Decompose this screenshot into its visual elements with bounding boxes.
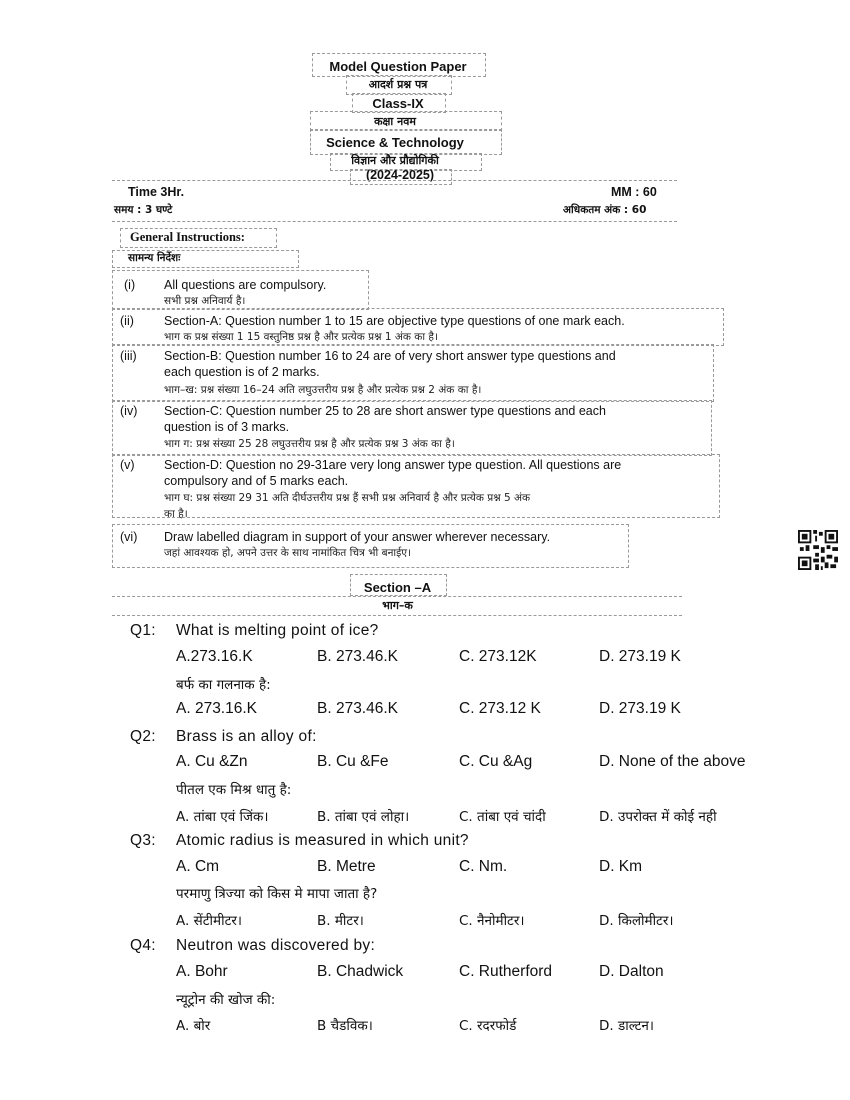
option-c-hindi: C. 273.12 K — [459, 700, 541, 717]
question-text: Neutron was discovered by: — [176, 937, 376, 954]
option-a: A. Bohr — [176, 963, 228, 980]
question-text: What is melting point of ice? — [176, 622, 379, 639]
option-b: B. Metre — [317, 858, 376, 875]
option-d: D. 273.19 K — [599, 648, 681, 665]
max-marks-label-hindi: अधिकतम अंक : 60 — [563, 204, 647, 216]
instruction-text: Section-A: Question number 1 to 15 are objective type questions of one mark each. — [164, 314, 625, 328]
time-label-hindi: समय : 3 घण्टे — [114, 204, 173, 216]
question-number: Q1: — [130, 622, 156, 639]
instruction-text-hindi: का है। — [164, 508, 188, 520]
instruction-number: (ii) — [120, 314, 134, 328]
option-c-hindi: C. नैनोमीटर। — [459, 913, 525, 929]
question-number: Q3: — [130, 832, 156, 849]
instruction-text-hindi: भाग ग: प्रश्न संख्या 25 28 लघुउत्तरीय प्रश्न है और प्रत्येक प्रश्न 3 अंक का है। — [164, 438, 455, 450]
instruction-text-hindi: सभी प्रश्न अनिवार्य है। — [164, 295, 246, 307]
option-c: C. 273.12K — [459, 648, 537, 665]
time-label: Time 3Hr. — [128, 185, 185, 199]
option-a-hindi: A. तांबा एवं जिंक। — [176, 809, 269, 825]
question-text: Brass is an alloy of: — [176, 728, 317, 745]
instruction-text: Section-D: Question no 29-31are very long answer type question. All questions are — [164, 458, 622, 472]
subject-label-hindi: विज्ञान और प्रौद्योगिकी — [351, 154, 439, 167]
instruction-number: (vi) — [120, 530, 138, 544]
instruction-text-hindi: जहां आवश्यक हो, अपने उत्तर के साथ नामांकित चित्र भी बनाईए। — [164, 547, 412, 559]
class-label: Class-IX — [372, 96, 424, 111]
question-text-hindi: पीतल एक मिश्र धातु है: — [176, 782, 292, 798]
instruction-number: (iv) — [120, 404, 138, 418]
instruction-text-hindi: भाग घ: प्रश्न संख्या 29 31 अति दीर्घउत्तरीय प्रश्न हैं सभी प्रश्न अनिवार्य है और प्रत्येक प्रश्न 5 अंक — [164, 492, 531, 504]
option-d: D. Km — [599, 858, 643, 875]
instruction-text: Section-C: Question number 25 to 28 are short answer type questions and each — [164, 404, 606, 418]
option-b-hindi: B. तांबा एवं लोहा। — [317, 809, 410, 825]
instruction-text: compulsory and of 5 marks each. — [164, 474, 349, 488]
instructions-heading: General Instructions: — [130, 230, 245, 244]
instruction-text: Section-B: Question number 16 to 24 are of very short answer type questions and — [164, 349, 616, 363]
option-d-hindi: D. उपरोक्त में कोई नही — [599, 809, 717, 825]
session-label: (2024-2025) — [365, 168, 435, 182]
option-d-hindi: D. 273.19 K — [599, 700, 681, 717]
option-b-hindi: B चैडविक। — [317, 1018, 373, 1034]
instruction-text: each question is of 2 marks. — [164, 365, 320, 379]
option-b: B. Cu &Fe — [317, 753, 389, 770]
option-d: D. Dalton — [599, 963, 664, 980]
instruction-number: (v) — [120, 458, 135, 472]
subject-label: Science & Technology — [326, 135, 464, 150]
option-c: C. Rutherford — [459, 963, 553, 980]
option-d-hindi: D. किलोमीटर। — [599, 913, 674, 929]
instruction-text: All questions are compulsory. — [164, 278, 327, 292]
option-d: D. None of the above — [599, 753, 746, 770]
option-a-hindi: A. बोर — [176, 1018, 211, 1034]
question-number: Q2: — [130, 728, 156, 745]
question-number: Q4: — [130, 937, 156, 954]
instructions-heading-hindi: सामन्य निर्देशः — [128, 252, 181, 264]
option-d-hindi: D. डाल्टन। — [599, 1018, 654, 1034]
option-b: B. 273.46.K — [317, 648, 399, 665]
instruction-text-hindi: भाग–ख: प्रश्न संख्या 16–24 अति लघुउत्तरीय प्रश्न है और प्रत्येक प्रश्न 2 अंक का है। — [164, 384, 482, 396]
instruction-number: (i) — [124, 278, 136, 292]
question-text-hindi: बर्फ का गलनाक है: — [176, 677, 271, 693]
qr-code-icon — [798, 530, 838, 570]
paper-title: Model Question Paper — [329, 59, 467, 74]
section-title-hindi: भाग–क — [382, 599, 413, 612]
section-title: Section –A — [363, 580, 432, 595]
question-text-hindi: परमाणु त्रिज्या को किस मे मापा जाता है? — [176, 886, 378, 902]
option-b-hindi: B. 273.46.K — [317, 700, 399, 717]
class-label-hindi: कक्षा नवम — [374, 115, 416, 128]
option-b-hindi: B. मीटर। — [317, 913, 364, 929]
instruction-number: (iii) — [120, 349, 137, 363]
paper-title-hindi: आदर्श प्रश्न पत्र — [368, 78, 428, 91]
option-a-hindi: A. 273.16.K — [176, 700, 258, 717]
question-text: Atomic radius is measured in which unit? — [176, 832, 469, 849]
option-b: B. Chadwick — [317, 963, 404, 980]
instruction-text-hindi: भाग क प्रश्न संख्या 1 15 वस्तुनिष्ठ प्रश्न है और प्रत्येक प्रश्न 1 अंक का है। — [164, 331, 438, 343]
option-c-hindi: C. रदरफोर्ड — [459, 1018, 517, 1034]
option-a: A. Cm — [176, 858, 220, 875]
option-a: A. Cu &Zn — [176, 753, 248, 770]
option-c: C. Nm. — [459, 858, 508, 875]
question-text-hindi: न्यूट्रोन की खोज की: — [176, 992, 276, 1008]
option-a: A.273.16.K — [176, 648, 253, 665]
max-marks-label: MM : 60 — [611, 185, 657, 199]
instruction-text: question is of 3 marks. — [164, 420, 290, 434]
option-c-hindi: C. तांबा एवं चांदी — [459, 809, 546, 825]
option-c: C. Cu &Ag — [459, 753, 533, 770]
instruction-text: Draw labelled diagram in support of your answer wherever necessary. — [164, 530, 551, 544]
option-a-hindi: A. सेंटीमीटर। — [176, 913, 243, 929]
